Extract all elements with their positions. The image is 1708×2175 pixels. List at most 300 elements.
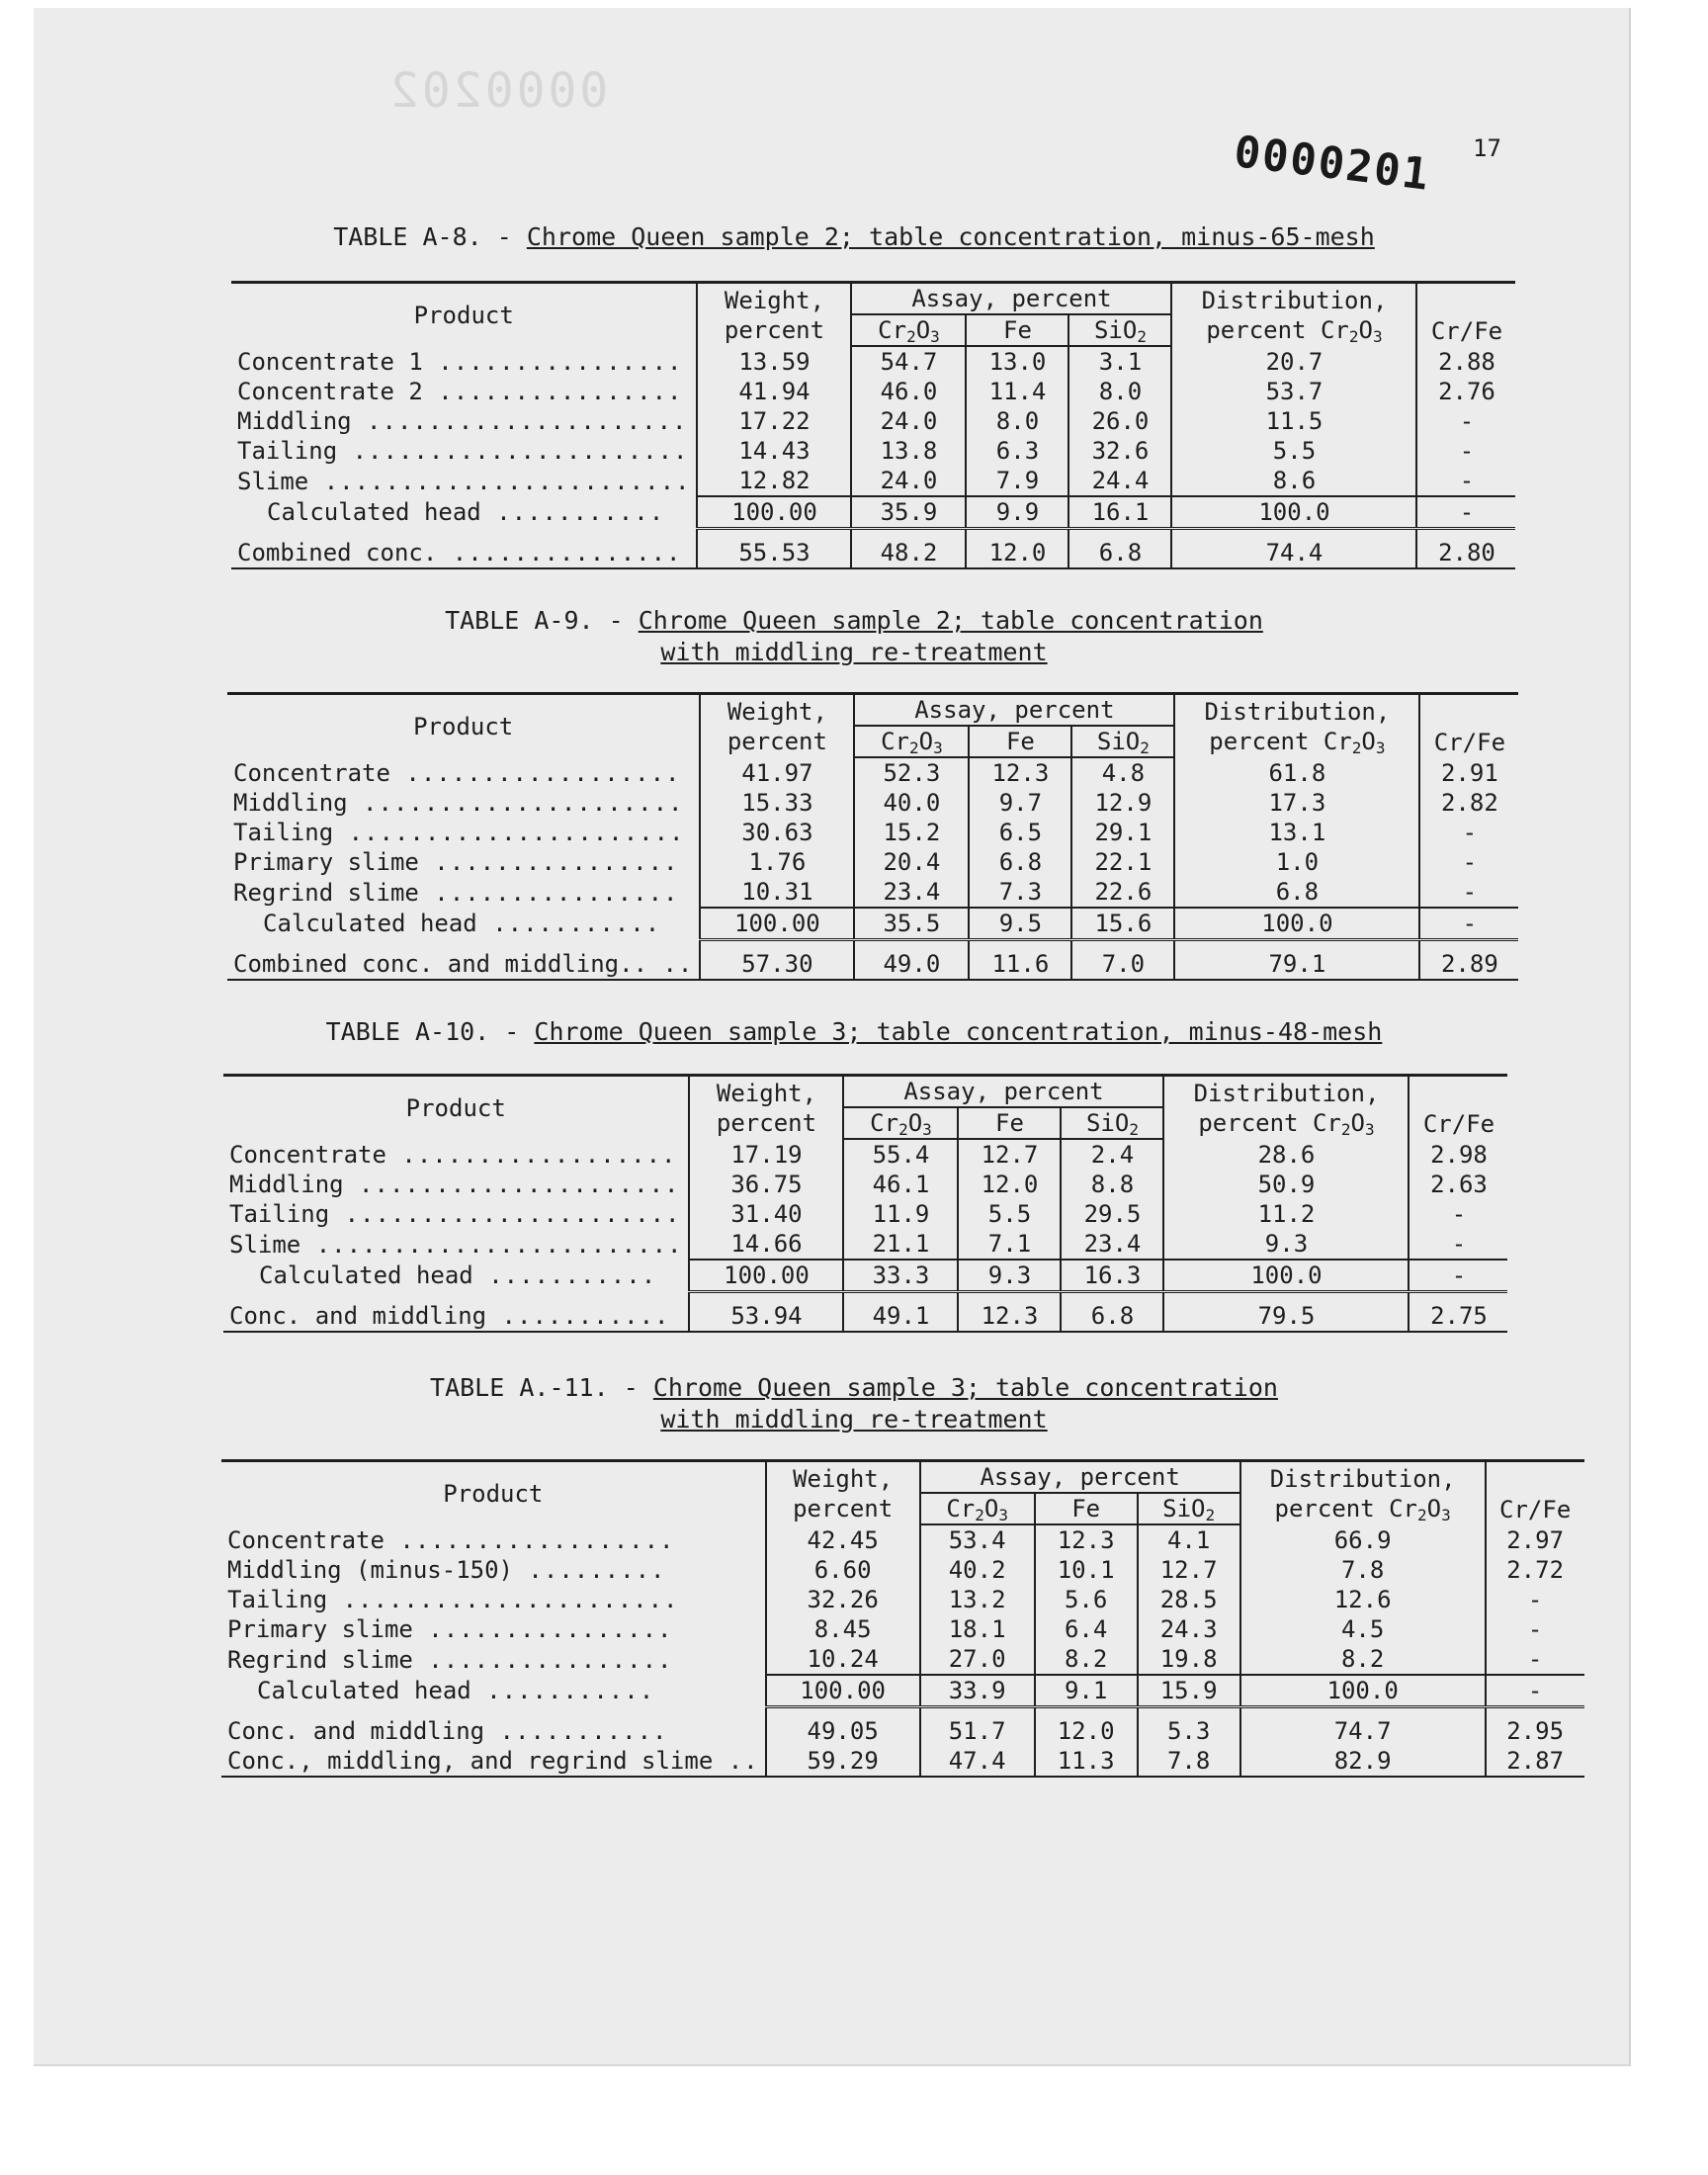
header-distribution-line1: Distribution,: [1193, 1079, 1380, 1107]
cell-crfe: 2.98: [1409, 1139, 1507, 1170]
table-title-line2: with middling re-treatment: [660, 1405, 1048, 1434]
cell-fe: 9.7: [969, 788, 1071, 818]
cell-distribution: 13.1: [1174, 818, 1419, 847]
product-cell: [227, 949, 700, 980]
spacer-cell: [700, 940, 854, 950]
dot-leader: ..................: [384, 1525, 675, 1554]
product-label: Middling: [237, 407, 352, 435]
row-spacer: [223, 1292, 1507, 1302]
cell-fe: 8.0: [966, 406, 1068, 436]
data-table: [223, 1074, 1507, 1333]
header-distribution-line2: percent $Cr_2O_3$: [1206, 315, 1383, 346]
spacer-cell: [969, 940, 1071, 950]
dot-leader: ........................: [300, 1230, 683, 1259]
product-label: Slime: [229, 1230, 301, 1259]
header-distribution-line2: percent $Cr_2O_3$: [1198, 1108, 1375, 1139]
spacer-cell: [966, 529, 1068, 539]
dot-leader: ...........: [486, 1302, 670, 1330]
cell-distribution: 11.5: [1171, 406, 1416, 436]
table-row: [223, 1139, 1507, 1170]
table-title-line1: Chrome Queen sample 3; table concentration: [652, 1373, 1278, 1402]
cell-cr2o3: 20.4: [854, 847, 969, 877]
product-cell: [227, 788, 700, 818]
cell-weight: 100.00: [689, 1260, 843, 1292]
cell-sio2: 16.3: [1061, 1260, 1163, 1292]
bleed-through-stamp: 0000202: [387, 63, 609, 119]
table-title-prefix: TABLE A.-11. -: [430, 1373, 653, 1402]
header-distribution: [1240, 1461, 1486, 1525]
cell-fe: 12.0: [1035, 1716, 1138, 1746]
header-weight: [689, 1076, 843, 1140]
product-cell: [223, 1199, 689, 1229]
cell-distribution: 12.6: [1240, 1585, 1486, 1614]
header-weight-line1: Weight,: [793, 1464, 894, 1493]
cell-fe: 12.3: [958, 1301, 1061, 1332]
product-label: Calculated head: [257, 1677, 471, 1705]
cell-distribution: 9.3: [1163, 1229, 1409, 1260]
table-row: [221, 1555, 1584, 1585]
cell-fe: 10.1: [1035, 1555, 1138, 1585]
header-distribution-line1: Distribution,: [1204, 697, 1391, 726]
calculated-head-row: [227, 908, 1518, 940]
spacer-cell: [1486, 1707, 1584, 1717]
header-sio2: SiO$_2$: [1071, 726, 1174, 757]
table-title-prefix: TABLE A-8. -: [333, 222, 527, 251]
cell-weight: 6.60: [766, 1555, 920, 1585]
cell-fe: 13.0: [966, 346, 1068, 377]
cell-cr2o3: 15.2: [854, 818, 969, 847]
dot-leader: ................: [418, 878, 679, 907]
dot-leader: .........: [512, 1556, 666, 1584]
product-label: Tailing: [237, 437, 338, 465]
cell-distribution: 28.6: [1163, 1139, 1409, 1170]
cell-distribution: 100.0: [1240, 1675, 1486, 1707]
product-label: Primary slime: [227, 1615, 413, 1643]
product-label: Concentrate 1: [237, 347, 423, 376]
table-row: [223, 1229, 1507, 1260]
table-row: [231, 346, 1515, 377]
table-row: [221, 1614, 1584, 1644]
product-cell: [223, 1229, 689, 1260]
dot-leader: ........................: [308, 467, 691, 495]
cell-fe: 12.0: [966, 538, 1068, 568]
header-distribution-line2: percent $Cr_2O_3$: [1209, 727, 1386, 757]
product-label: Concentrate: [229, 1140, 386, 1169]
cell-fe: 6.4: [1035, 1614, 1138, 1644]
cell-cr2o3: 13.2: [920, 1585, 1035, 1614]
cell-fe: 11.3: [1035, 1746, 1138, 1777]
cell-sio2: 8.8: [1061, 1170, 1163, 1199]
dot-leader: ...........: [476, 910, 661, 938]
product-cell: [231, 538, 697, 568]
cell-distribution: 79.1: [1174, 949, 1419, 980]
cell-sio2: 22.1: [1071, 847, 1174, 877]
spacer-cell: [223, 1292, 689, 1302]
header-weight-line1: Weight,: [724, 286, 825, 314]
cell-distribution: 5.5: [1171, 436, 1416, 466]
cell-distribution: 17.3: [1174, 788, 1419, 818]
combined-row: [227, 949, 1518, 980]
dot-leader: ..: [713, 1747, 759, 1775]
combined-row: [223, 1301, 1507, 1332]
header-assay-group: Assay, percent: [854, 694, 1174, 727]
cell-weight: 41.97: [700, 757, 854, 788]
cell-fe: 8.2: [1035, 1644, 1138, 1675]
dot-leader: ...........: [472, 1262, 657, 1290]
cell-fe: 9.1: [1035, 1675, 1138, 1707]
cell-cr2o3: 49.1: [843, 1301, 958, 1332]
cell-crfe: -: [1419, 908, 1518, 940]
cell-cr2o3: 51.7: [920, 1716, 1035, 1746]
table-row: [223, 1170, 1507, 1199]
product-label: Combined conc. and middling..: [233, 950, 648, 978]
product-label: Conc. and middling: [227, 1717, 485, 1745]
cell-fe: 12.3: [969, 757, 1071, 788]
cell-weight: 31.40: [689, 1199, 843, 1229]
header-sio2: SiO$_2$: [1068, 314, 1171, 346]
product-cell: [221, 1614, 766, 1644]
cell-sio2: 15.6: [1071, 908, 1174, 940]
product-label: Calculated head: [259, 1262, 473, 1290]
product-cell: [231, 377, 697, 406]
product-cell: [221, 1675, 766, 1707]
dot-leader: .....................: [351, 407, 688, 435]
dot-leader: ................: [412, 1645, 673, 1674]
header-weight: [700, 694, 854, 758]
cell-distribution: 66.9: [1240, 1524, 1486, 1555]
cell-crfe: -: [1419, 877, 1518, 908]
product-label: Concentrate: [233, 758, 390, 787]
spacer-cell: [1071, 940, 1174, 950]
cell-weight: 57.30: [700, 949, 854, 980]
cell-distribution: 6.8: [1174, 877, 1419, 908]
dot-leader: ...............: [437, 539, 682, 566]
cell-sio2: 6.8: [1068, 538, 1171, 568]
cell-cr2o3: 18.1: [920, 1614, 1035, 1644]
header-distribution: [1163, 1076, 1409, 1140]
cell-sio2: 4.1: [1138, 1524, 1240, 1555]
cell-weight: 100.00: [697, 496, 851, 529]
cell-weight: 17.19: [689, 1139, 843, 1170]
product-cell: [227, 757, 700, 788]
header-weight-line2: percent: [793, 1494, 894, 1522]
product-label: Middling (minus-150): [227, 1556, 513, 1584]
header-product: Product: [231, 283, 697, 347]
cell-fe: 12.0: [958, 1170, 1061, 1199]
cell-crfe: -: [1416, 406, 1515, 436]
header-fe: Fe: [966, 314, 1068, 346]
document-stamp-number: 0000201: [1231, 127, 1433, 201]
cell-weight: 36.75: [689, 1170, 843, 1199]
product-cell: [223, 1170, 689, 1199]
cell-crfe: -: [1419, 818, 1518, 847]
dot-leader: ......................: [333, 819, 685, 846]
product-label: Tailing: [229, 1200, 330, 1228]
spacer-cell: [1163, 1292, 1409, 1302]
cell-crfe: 2.95: [1486, 1716, 1584, 1746]
cell-crfe: -: [1409, 1260, 1507, 1292]
cell-weight: 10.31: [700, 877, 854, 908]
dot-leader: .....................: [347, 789, 684, 817]
dot-leader: ...........: [480, 498, 665, 527]
cell-sio2: 29.1: [1071, 818, 1174, 847]
cell-crfe: -: [1416, 496, 1515, 529]
product-cell: [231, 406, 697, 436]
header-distribution-line1: Distribution,: [1269, 1464, 1456, 1493]
cell-sio2: 29.5: [1061, 1199, 1163, 1229]
data-table: [227, 692, 1518, 981]
product-label: Concentrate 2: [237, 378, 423, 405]
cell-weight: 10.24: [766, 1644, 920, 1675]
cell-sio2: 2.4: [1061, 1139, 1163, 1170]
header-weight-line2: percent: [726, 727, 827, 755]
calculated-head-row: [231, 496, 1515, 529]
header-product: Product: [221, 1461, 766, 1525]
table-row: [227, 877, 1518, 908]
cell-sio2: 28.5: [1138, 1585, 1240, 1614]
cell-cr2o3: 11.9: [843, 1199, 958, 1229]
spacer-cell: [1174, 940, 1419, 950]
table-row: [221, 1585, 1584, 1614]
header-sio2: SiO$_2$: [1061, 1107, 1163, 1139]
header-crfe: Cr/Fe: [1419, 694, 1518, 758]
cell-weight: 49.05: [766, 1716, 920, 1746]
row-spacer: [231, 529, 1515, 539]
header-weight-line1: Weight,: [716, 1079, 817, 1107]
cell-weight: 59.29: [766, 1746, 920, 1777]
dot-leader: ................: [422, 378, 683, 405]
data-table: [231, 281, 1515, 569]
product-label: Conc., middling, and regrind slime: [227, 1747, 714, 1775]
table-title: [0, 605, 1708, 668]
cell-crfe: 2.82: [1419, 788, 1518, 818]
product-cell: [221, 1716, 766, 1746]
cell-distribution: 8.2: [1240, 1644, 1486, 1675]
product-label: Primary slime: [233, 848, 419, 876]
product-label: Middling: [233, 789, 348, 817]
cell-cr2o3: 48.2: [851, 538, 966, 568]
cell-weight: 17.22: [697, 406, 851, 436]
cell-sio2: 4.8: [1071, 757, 1174, 788]
cell-cr2o3: 35.9: [851, 496, 966, 529]
spacer-cell: [227, 940, 700, 950]
table-row: [231, 377, 1515, 406]
cell-weight: 14.66: [689, 1229, 843, 1260]
cell-cr2o3: 53.4: [920, 1524, 1035, 1555]
product-label: Middling: [229, 1171, 344, 1198]
header-assay-group: Assay, percent: [851, 283, 1171, 315]
dot-leader: .....................: [343, 1171, 680, 1198]
header-crfe: Cr/Fe: [1409, 1076, 1507, 1140]
cell-crfe: 2.88: [1416, 346, 1515, 377]
product-label: Combined conc.: [237, 539, 438, 566]
cell-weight: 15.33: [700, 788, 854, 818]
cell-crfe: 2.87: [1486, 1746, 1584, 1777]
cell-sio2: 24.4: [1068, 466, 1171, 496]
table-row: [231, 466, 1515, 496]
cell-weight: 55.53: [697, 538, 851, 568]
cell-weight: 53.94: [689, 1301, 843, 1332]
spacer-cell: [1409, 1292, 1507, 1302]
header-weight: [697, 283, 851, 347]
header-crfe: Cr/Fe: [1416, 283, 1515, 347]
product-cell: [231, 466, 697, 496]
header-sio2: SiO$_2$: [1138, 1493, 1240, 1524]
dot-leader: ..: [647, 950, 694, 978]
cell-weight: 100.00: [700, 908, 854, 940]
header-distribution: [1171, 283, 1416, 347]
product-cell: [223, 1260, 689, 1292]
cell-cr2o3: 27.0: [920, 1644, 1035, 1675]
product-cell: [223, 1139, 689, 1170]
data-table: [221, 1459, 1584, 1778]
product-label: Calculated head: [263, 910, 477, 938]
spacer-cell: [854, 940, 969, 950]
dot-leader: ......................: [329, 1200, 681, 1228]
cell-cr2o3: 33.3: [843, 1260, 958, 1292]
header-product: Product: [227, 694, 700, 758]
dot-leader: ................: [418, 848, 679, 876]
cell-crfe: -: [1416, 466, 1515, 496]
cell-crfe: -: [1416, 436, 1515, 466]
header-assay-group: Assay, percent: [920, 1461, 1240, 1494]
cell-sio2: 26.0: [1068, 406, 1171, 436]
product-label: Calculated head: [267, 498, 481, 527]
cell-crfe: 2.80: [1416, 538, 1515, 568]
cell-fe: 11.6: [969, 949, 1071, 980]
cell-crfe: 2.91: [1419, 757, 1518, 788]
cell-sio2: 7.0: [1071, 949, 1174, 980]
cell-crfe: 2.63: [1409, 1170, 1507, 1199]
cell-fe: 11.4: [966, 377, 1068, 406]
cell-cr2o3: 46.1: [843, 1170, 958, 1199]
cell-sio2: 23.4: [1061, 1229, 1163, 1260]
cell-cr2o3: 23.4: [854, 877, 969, 908]
header-weight-line1: Weight,: [726, 697, 827, 726]
table-row: [227, 847, 1518, 877]
spacer-cell: [766, 1707, 920, 1717]
header-fe: Fe: [969, 726, 1071, 757]
product-label: Conc. and middling: [229, 1302, 487, 1330]
dot-leader: ................: [422, 347, 683, 376]
dot-leader: ................: [412, 1615, 673, 1643]
header-cr2o3: $Cr_2O_3$: [843, 1107, 958, 1139]
cell-sio2: 8.0: [1068, 377, 1171, 406]
table-row: [227, 818, 1518, 847]
cell-crfe: -: [1419, 847, 1518, 877]
table-row: [221, 1644, 1584, 1675]
cell-cr2o3: 40.0: [854, 788, 969, 818]
cell-distribution: 61.8: [1174, 757, 1419, 788]
cell-weight: 14.43: [697, 436, 851, 466]
product-cell: [221, 1555, 766, 1585]
cell-crfe: -: [1409, 1199, 1507, 1229]
cell-sio2: 19.8: [1138, 1644, 1240, 1675]
spacer-cell: [1416, 529, 1515, 539]
cell-weight: 100.00: [766, 1675, 920, 1707]
spacer-cell: [920, 1707, 1035, 1717]
cell-weight: 30.63: [700, 818, 854, 847]
dot-leader: ......................: [337, 437, 689, 465]
table-row: [231, 406, 1515, 436]
cell-fe: 9.3: [958, 1260, 1061, 1292]
combined-row: [231, 538, 1515, 568]
cell-distribution: 100.0: [1174, 908, 1419, 940]
cell-cr2o3: 55.4: [843, 1139, 958, 1170]
table-row: [223, 1199, 1507, 1229]
product-label: Tailing: [227, 1586, 328, 1613]
product-label: Regrind slime: [227, 1645, 413, 1674]
header-fe: Fe: [1035, 1493, 1138, 1524]
spacer-cell: [851, 529, 966, 539]
cell-weight: 32.26: [766, 1585, 920, 1614]
header-crfe: Cr/Fe: [1486, 1461, 1584, 1525]
header-distribution-line2: percent $Cr_2O_3$: [1274, 1494, 1451, 1524]
cell-distribution: 50.9: [1163, 1170, 1409, 1199]
product-cell: [221, 1524, 766, 1555]
cell-distribution: 74.4: [1171, 538, 1416, 568]
cell-crfe: -: [1486, 1644, 1584, 1675]
product-label: Concentrate: [227, 1525, 384, 1554]
cell-cr2o3: 21.1: [843, 1229, 958, 1260]
cell-distribution: 53.7: [1171, 377, 1416, 406]
spacer-cell: [231, 529, 697, 539]
cell-fe: 6.3: [966, 436, 1068, 466]
product-cell: [227, 877, 700, 908]
header-weight-line2: percent: [724, 315, 825, 344]
product-cell: [227, 908, 700, 940]
cell-cr2o3: 24.0: [851, 466, 966, 496]
table-title: [0, 221, 1708, 253]
cell-sio2: 32.6: [1068, 436, 1171, 466]
product-label: Regrind slime: [233, 878, 419, 907]
product-cell: [231, 496, 697, 529]
header-assay-group: Assay, percent: [843, 1076, 1163, 1108]
cell-weight: 8.45: [766, 1614, 920, 1644]
cell-distribution: 4.5: [1240, 1614, 1486, 1644]
spacer-cell: [697, 529, 851, 539]
cell-fe: 9.9: [966, 496, 1068, 529]
header-weight: [766, 1461, 920, 1525]
dot-leader: ......................: [327, 1586, 679, 1613]
table-title-line1: Chrome Queen sample 2; table concentration, minus-65-mesh: [526, 222, 1375, 251]
header-distribution-line1: Distribution,: [1201, 286, 1388, 314]
cell-crfe: 2.72: [1486, 1555, 1584, 1585]
cell-distribution: 100.0: [1163, 1260, 1409, 1292]
spacer-cell: [1240, 1707, 1486, 1717]
product-cell: [223, 1301, 689, 1332]
cell-fe: 7.3: [969, 877, 1071, 908]
cell-crfe: 2.76: [1416, 377, 1515, 406]
product-cell: [227, 847, 700, 877]
product-cell: [231, 436, 697, 466]
cell-sio2: 15.9: [1138, 1675, 1240, 1707]
cell-sio2: 6.8: [1061, 1301, 1163, 1332]
cell-cr2o3: 24.0: [851, 406, 966, 436]
cell-cr2o3: 47.4: [920, 1746, 1035, 1777]
cell-cr2o3: 33.9: [920, 1675, 1035, 1707]
cell-sio2: 24.3: [1138, 1614, 1240, 1644]
product-cell: [221, 1585, 766, 1614]
cell-fe: 12.3: [1035, 1524, 1138, 1555]
row-spacer: [227, 940, 1518, 950]
cell-fe: 5.5: [958, 1199, 1061, 1229]
cell-distribution: 100.0: [1171, 496, 1416, 529]
cell-cr2o3: 54.7: [851, 346, 966, 377]
cell-cr2o3: 52.3: [854, 757, 969, 788]
table-title-prefix: TABLE A-10. -: [325, 1017, 535, 1046]
cell-sio2: 3.1: [1068, 346, 1171, 377]
